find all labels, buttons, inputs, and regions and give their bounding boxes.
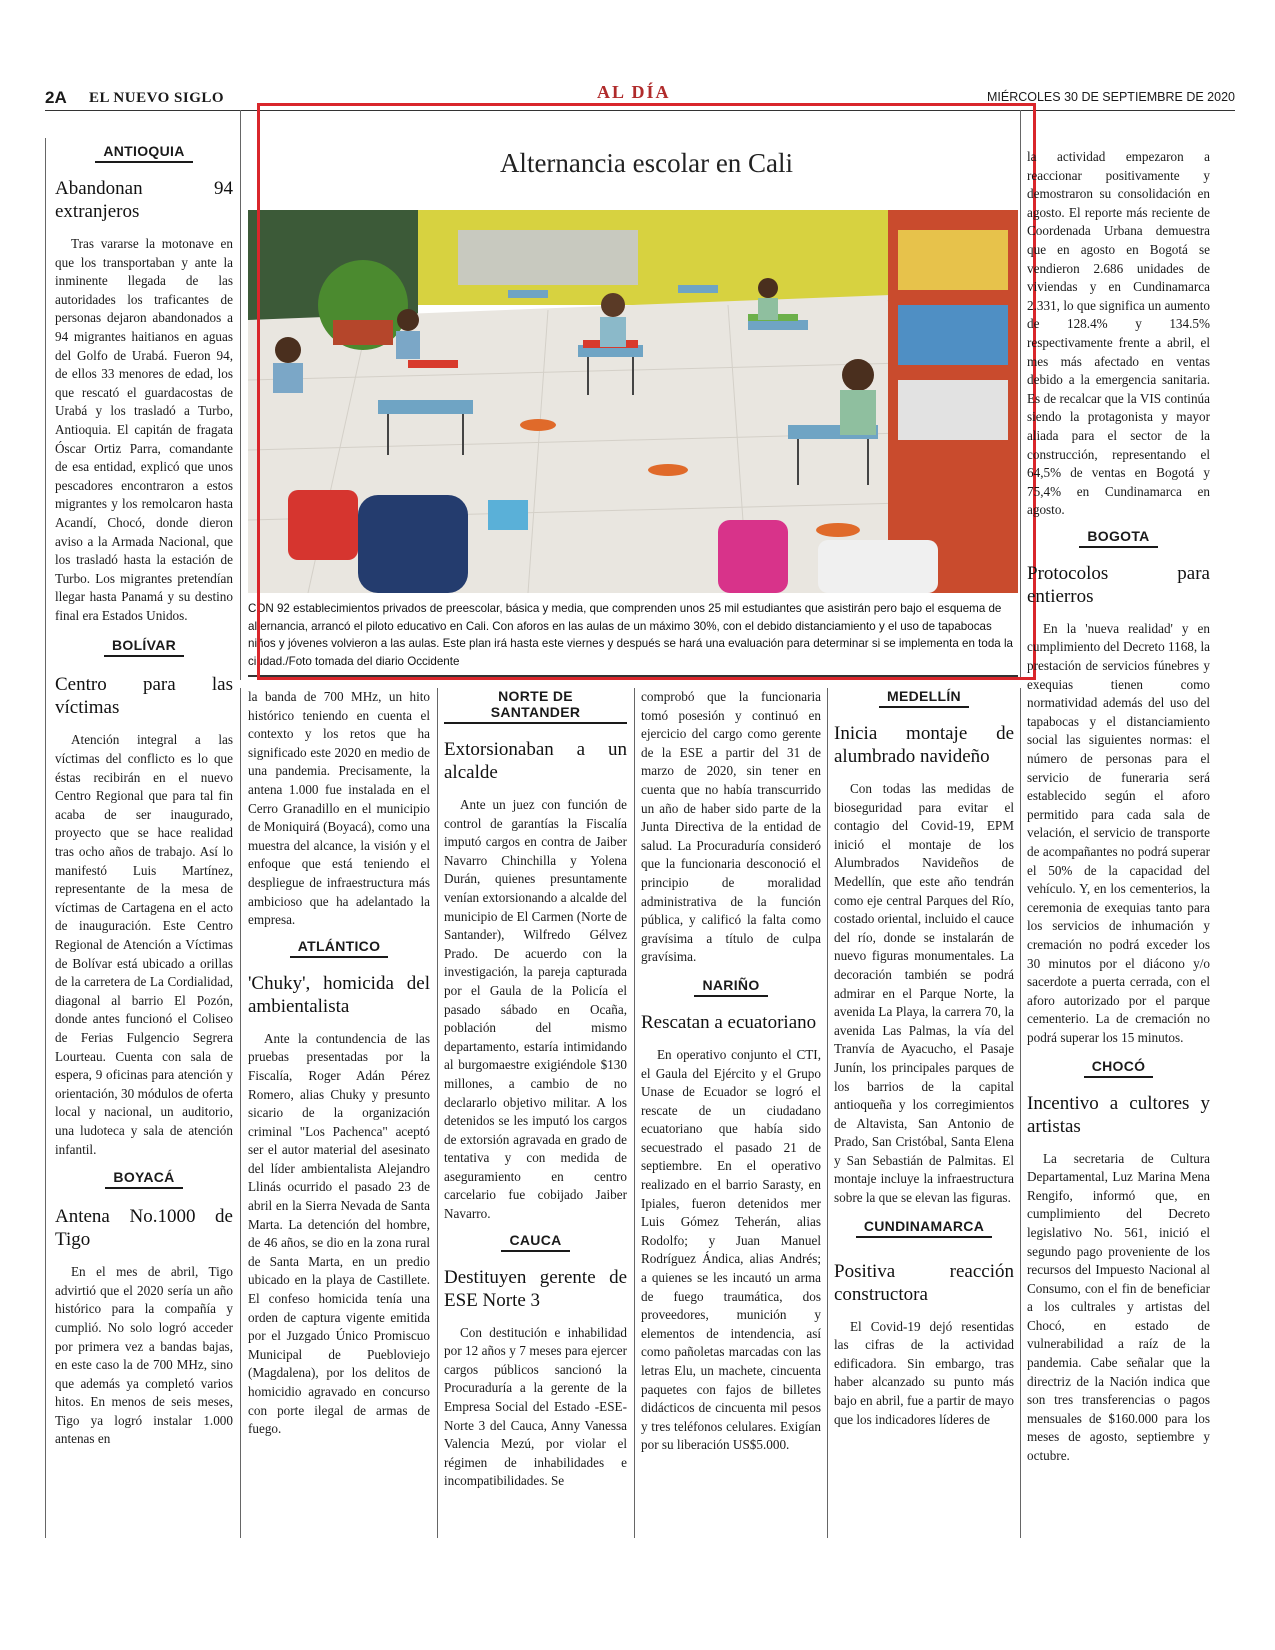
region-tag-narino: NARIÑO: [641, 977, 821, 997]
article-body-cauca: Con destitución e inhabilidad por 12 años y 7 meses para ejercer cargos públicos sancionó la Procuraduría a la gerente de la Empresa Social del Estado -ESE- Norte 3 del Cauca, Anny Vanessa Valencia Mezú, por violar el régimen de inhabilidades e incompatibilidades. Se: [444, 1324, 627, 1489]
article-continuation-cauca: comprobó que la funcionaria tomó posesión y continuó en ejercicio del cargo como gerente de la ESE a partir del 31 de marzo de 2020, sin tener en cuenta que no había transcurrido un año de haber sido parte de la Junta Directiva de la entidad de salud. La Procuraduría consideró que la funcionaria desconoció el principio de moralidad administrativa de la función pública, y calificó la falta como gravísima a título de culpa gravísima.: [641, 689, 821, 965]
column-5: [834, 688, 1014, 1429]
page-number: 2A: [45, 88, 67, 107]
article-body-antioquia: Tras vararse la motonave en que los transportaban y ante la inminente llegada de las autoridades los traficantes de personas dejaron abandonados a 94 migrantes haitianos en aguas del Golfo de Urabá. Fueron 94, de ellos 33 menores de edad, los que rescató el guardacostas de Urabá y los trasladó a Turbo, Antioquia. El capitán de fragata Óscar Ortiz Parra, comandante de esa entidad, explicó que unos pescadores encontraron a estos migrantes y los remolcaron hasta Acandí, Chocó, donde dieron aviso a la Armada Nacional, que los trasladó hasta la estación de Turbo. Los migrantes pretendían llegar hasta Panamá y su destino final era Estados Unidos.: [55, 236, 233, 623]
article-continuation-boyaca: la banda de 700 MHz, un hito histórico teniendo en cuenta el contexto y los retos que ha significado este 2020 en medio de una pandemia. Precisamente, la antena 1.000 fue instalada en el Cerro Granadillo en el municipio de Moniquirá (Boyacá), como una muestra del alcance, la visión y el enfoque que está teniendo el despliegue de infraestructura más ambicioso que ha adelantado la empresa.: [248, 689, 430, 928]
headline-bogota: Protocolos para entierros: [1027, 562, 1210, 607]
column-divider: [1020, 688, 1021, 1538]
headline-narino: Rescatan a ecuatoriano: [641, 1011, 817, 1033]
headline-santander: Extorsionaban a un alcalde: [444, 739, 627, 783]
headline-medellin: Inicia montaje de alumbrado navideño: [834, 723, 1014, 767]
article-body-bogota: En la 'nueva realidad' y en cumplimiento del Decreto 1168, la prestación de servicios fúnebres y exequias tienen como normatividad además del uso del tapabocas y el distanciamiento social las siguientes normas: el número de personas para el servicio de funeraria será establecido según el aforo permitido para cada sala de velación, el servicio de transporte de acompañantes no podrá superar el 50% de la capacidad del vehículo. Y, en los cementerios, la ceremonia de exequias tanto para los servicios de inhumación y cremación no podrá exceder los 30 minutos por el diácono y/o sacerdote a puerta cerrada, con el aforo autorizado por el parque cementerio. La de cremación no podrá superar los 15 minutos.: [1027, 620, 1210, 1045]
region-tag-bolivar: BOLÍVAR: [55, 637, 233, 657]
column-1: [55, 143, 233, 1449]
issue-date: MIÉRCOLES 30 DE SEPTIEMBRE DE 2020: [986, 90, 1235, 104]
headline-cauca: Destituyen gerente de ESE Norte 3: [444, 1266, 627, 1311]
article-body-cundinamarca: El Covid-19 dejó resentidas las cifras de la actividad edificadora. Sin embargo, tras haber alcanzado su punto más bajo en abril, fue a partir de mayo que los indicadores líderes de: [834, 1318, 1014, 1427]
column-divider: [437, 688, 438, 1538]
column-divider: [827, 688, 828, 1538]
region-tag-antioquia: ANTIOQUIA: [55, 143, 233, 163]
column-divider: [240, 110, 241, 680]
region-tag-bogota: BOGOTA: [1027, 528, 1210, 548]
article-body-choco: La secretaria de Cultura Departamental, Luz Marina Mena Rengifo, informó que, en cumplimiento del Decreto legislativo No. 561, inició el segundo pago proveniente de los recursos del Impuesto Nacional al Consumo, con el fin de beneficiar a los cultrales y artistas del Chocó, en estado de vulnerabilidad a raíz de la pandemia. Cabe señalar que la directriz de la Nación indica que son tres transferencias o pagos mensuales de $160.000 para los meses de agosto, septiembre y octubre.: [1027, 1150, 1210, 1464]
region-tag-atlantico: ATLÁNTICO: [248, 938, 430, 958]
headline-bolivar: Centro para las víctimas: [55, 674, 233, 719]
column-4: [641, 688, 821, 1455]
column-2: [248, 688, 430, 1439]
region-tag-boyaca: BOYACÁ: [55, 1169, 233, 1189]
headline-choco: Incentivo a cultores y artistas: [1027, 1092, 1210, 1137]
region-tag-medellin: MEDELLÍN: [834, 688, 1014, 708]
article-continuation-cundinamarca: la actividad empezaron a reaccionar positivamente y demostraron su consolidación en agosto. El reporte más reciente de Coordenada Urbana demuestra que en agosto en Bogotá se vendieron 2.686 unidades de viviendas y en Cundinamarca 2.331, lo que significa un aumento de 128.4% y 134.5% respectivamente frente a abril, el mes más afectado en ventas debido a la emergencia sanitaria. Es de recalcar que la VIS continúa siendo la protagonista y mayor aliada para el sector de la construcción, representando el 64,5% de ventas en Bogotá y 75,4% en Cundinamarca en agosto.: [1027, 149, 1210, 518]
headline-cundinamarca: Positiva reacción constructora: [834, 1260, 1014, 1305]
headline-atlantico: 'Chuky', homicida del ambientalista: [248, 972, 430, 1017]
column-divider: [240, 688, 241, 1538]
article-body-atlantico: Ante la contundencia de las pruebas presentadas por la Fiscalía, Roger Adán Pérez Romero, alias Chuky y presunto sicario de la organización criminal "Los Pachenca" aceptó ser el autor material del asesinato del líder ambientalista Alejandro Llinás ocurrido el pasado 23 de abril en la Sierra Nevada de Santa Marta. La detención del hombre, de 46 años, se dio en la zona rural de Santa Marta, en un predio ubicado en la playa de Castillete. El confeso homicida tenía una orden de captura vigente emitida por el Juzgado Único Promiscuo Municipal de Puebloviejo (Magdalena), por los delitos de homicidio agravado en concurso con porte ilegal de armas de fuego.: [248, 1030, 430, 1437]
article-body-narino: En operativo conjunto el CTI, el Gaula del Ejército y el Grupo Unase de Ecuador se logró el rescate de un ciudadano ecuatoriano que había sido secuestrado el pasado 21 de septiembre. En el operativo realizado en el barrio Sarasty, en Ipiales, fueron detenidos mer Luis Gómez Teherán, alias Rodolfo; y Juan Manuel Rodríguez Ándica, alias Andrés; a quienes se les incautó un arma de fuego traumática, dos proveedores, munición y elementos de intendencia, así como pañoletas marcadas con las letras Elu, un machete, cincuenta paquetes con fajos de billetes didácticos de cincuenta mil pesos y tres teléfonos celulares. Exigían por su liberación US$5.000.: [641, 1046, 821, 1453]
highlight-box: [257, 103, 1036, 680]
column-3: [444, 688, 627, 1491]
region-tag-cundinamarca: CUNDINAMARCA: [834, 1218, 1014, 1238]
article-body-boyaca: En el mes de abril, Tigo advirtió que el 2020 sería un año histórico para la compañía y cumplió. No solo logró acceder por primera vez a bandas bajas, en este caso la de 700 MHz, sino que además ya completó varios hitos. En menos de seis meses, Tigo ya logró instalar 1.000 antenas en: [55, 1264, 233, 1447]
column-divider: [634, 688, 635, 1538]
photo-caption: CON 92 establecimientos privados de preescolar, básica y media, que comprenden unos 25 mil estudiantes que asistirán pero bajo el esquema de alternancia, arrancó el piloto educativo en Cali. Con aforos en las aulas de un máximo 30%, con el debido distanciamiento y el uso de tapabocas niños y jóvenes volvieron a las aulas. Este plan irá hasta este viernes y después se hará una evaluación para determinar si se implementa en toda la ciudad./Foto tomada del diario Occidente: [248, 602, 1013, 668]
headline-boyaca: Antena No.1000 de Tigo: [55, 1206, 233, 1251]
feature-title: Alternancia escolar en Cali: [499, 148, 794, 178]
region-tag-santander: NORTE DE SANTANDER: [444, 688, 627, 724]
article-body-bolivar: Atención integral a las víctimas del conflicto es lo que éstas recibirán en el nuevo Centro Regional que para tal fin acaba de ser inaugurado, proyecto que se hace realidad tras ocho años de trabajo. Así lo manifestó Luis Martínez, representante de la mesa de víctimas de Cartagena en el acto de inauguración. Este Centro Regional de Atención a Víctimas de Bolívar está ubicado a orillas de la carretera de La Cordialidad, diagonal al barrio El Pozón, donde antes funcionó el Coliseo de Ferias Fulgencio Segrera Lourteau. Cuenta con sala de espera, 9 oficinas para atención y orientación, 30 módulos de oferta local y nacional, un auditorio, una ludoteca y sala de atención infantil.: [55, 732, 233, 1157]
article-body-medellin: Con todas las medidas de bioseguridad para evitar el contagio del Covid-19, EPM inició el montaje de los Alumbrados Navideños de Medellín, que este año tendrán como eje central Parques del Río, costado oriental, incluido el cauce del río, donde se instalarán de nuevo figuras monumentales. La decoración también se podrá admirar en el Parque Norte, la avenida La Playa, la carrera 70, la avenida Las Palmas, la vía del Tranvía de Ayacucho, el Pasaje Junín, los principales parques de los barrios de la capital antioqueña y los corregimientos de Altavista, San Antonio de Prado, San Cristóbal, Santa Elena y San Sebastián de Palmitas. El montaje incluye la infraestructura sobre la que se elevan las figuras.: [834, 781, 1014, 1206]
section-name: AL DÍA: [597, 82, 671, 102]
left-margin-rule: [45, 138, 46, 1538]
region-tag-cauca: CAUCA: [444, 1232, 627, 1252]
headline-antioquia: Abandonan 94 extranjeros: [55, 178, 233, 222]
column-6: [1027, 148, 1210, 1466]
newspaper-name: EL NUEVO SIGLO: [89, 90, 225, 106]
article-body-santander: Ante un juez con función de control de garantías la Fiscalía imputó cargos en contra de Jaiber Navarro Chinchilla y Yolena Durán, quienes presuntamente venían extorsionando a alcalde del municipio de El Carmen (Norte de Santander), Wilfredo Gélvez Prado. De acuerdo con la investigación, la pareja capturada por el Gaula de la Policía el pasado sábado en Ocaña, población del mismo departamento, estaría intimidando al burgomaestre exigiéndole $130 millones, a cambio de no declararlo objetivo militar. A los detenidos se les imputó los cargos de extorsión agravada en grado de tentativa y con medida de aseguramiento en centro carcelario fue cobijado Jaiber Navarro.: [444, 797, 627, 1222]
region-tag-choco: CHOCÓ: [1027, 1058, 1210, 1078]
